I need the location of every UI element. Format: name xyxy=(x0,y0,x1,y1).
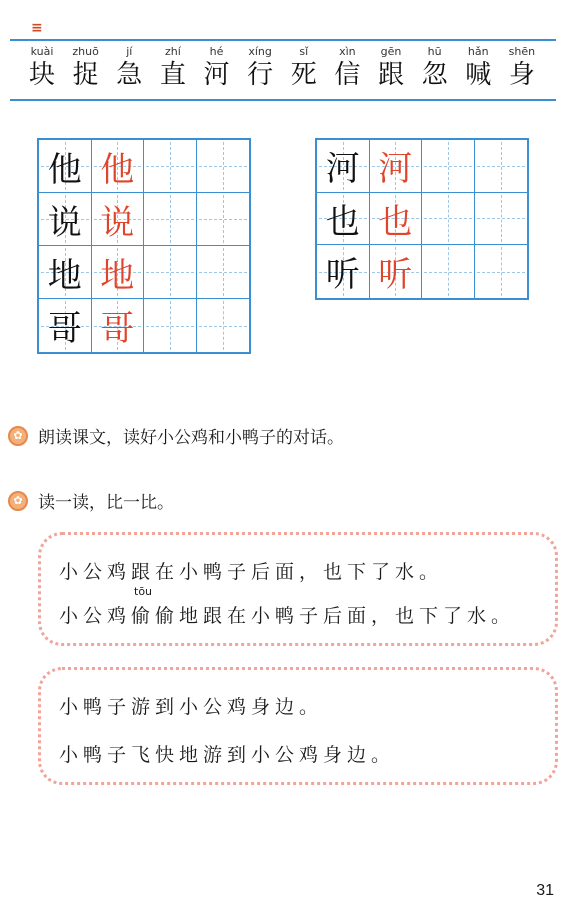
grid-cell-empty[interactable] xyxy=(197,246,250,299)
char-item xyxy=(327,44,367,91)
pinyin: kuài xyxy=(30,45,54,58)
character: 喊 xyxy=(465,60,492,90)
grid-cell-model: 哥 xyxy=(39,299,92,352)
ruby-char xyxy=(131,585,156,628)
char-item xyxy=(240,44,280,91)
grid-cell-empty[interactable] xyxy=(422,193,475,246)
pinyin: hǎn xyxy=(467,45,489,58)
grid-cell-trace: 说 xyxy=(92,193,145,246)
pinyin: xíng xyxy=(248,45,272,58)
char-item xyxy=(284,44,324,91)
page-number: 31 xyxy=(536,882,554,899)
grid-cell-empty[interactable] xyxy=(475,245,528,298)
pinyin: zhí xyxy=(164,45,181,58)
instruction-compare xyxy=(8,488,174,513)
char-item xyxy=(197,44,237,91)
compare-box-1 xyxy=(38,532,558,646)
grid-cell-empty[interactable] xyxy=(197,193,250,246)
sentence-part: 偷地跟在小鸭子后面，也下了水。 xyxy=(155,605,516,627)
grid-cell-model: 他 xyxy=(39,140,92,193)
grid-cell-trace: 哥 xyxy=(92,299,145,352)
character: 块 xyxy=(28,60,55,90)
char-item xyxy=(371,44,411,91)
header-top-rule xyxy=(10,39,556,41)
header-mark: ≡ xyxy=(31,20,43,36)
header-bottom-rule xyxy=(10,99,556,101)
char-item xyxy=(109,44,149,91)
grid-cell-trace: 他 xyxy=(92,140,145,193)
sentence: 小鸭子游到小公鸡身边。 xyxy=(59,696,324,718)
grid-cell-trace: 地 xyxy=(92,246,145,299)
pinyin: gēn xyxy=(380,45,402,58)
character: 捉 xyxy=(72,60,99,90)
char-item xyxy=(458,44,498,91)
grid-cell-empty[interactable] xyxy=(197,140,250,193)
grid-cell-model: 河 xyxy=(317,140,370,193)
character: 信 xyxy=(334,60,361,90)
grid-cell-model: 说 xyxy=(39,193,92,246)
grid-cell-empty[interactable] xyxy=(422,245,475,298)
pinyin: zhuō xyxy=(72,45,99,58)
sentence: 小公鸡跟在小鸭子后面，也下了水。 xyxy=(59,561,444,583)
grid-cell-empty[interactable] xyxy=(144,299,197,352)
ruby-base: 偷 xyxy=(131,605,156,627)
writing-grid-left xyxy=(37,138,251,354)
pinyin: hé xyxy=(209,45,224,58)
grid-cell-model: 地 xyxy=(39,246,92,299)
grid-cell-empty[interactable] xyxy=(144,193,197,246)
writing-grid-right xyxy=(315,138,529,300)
flower-icon: ✿ xyxy=(8,426,28,446)
grid-cell-empty[interactable] xyxy=(144,246,197,299)
char-item xyxy=(153,44,193,91)
grid-cell-trace: 听 xyxy=(370,245,423,298)
compare-box-2 xyxy=(38,667,558,785)
sentence-with-pinyin xyxy=(59,585,516,628)
grid-cell-empty[interactable] xyxy=(475,193,528,246)
character: 跟 xyxy=(377,60,404,90)
grid-cell-empty[interactable] xyxy=(475,140,528,193)
grid-cell-model: 也 xyxy=(317,193,370,246)
grid-cell-empty[interactable] xyxy=(197,299,250,352)
flower-icon: ✿ xyxy=(8,491,28,511)
character: 河 xyxy=(203,60,230,90)
grid-cell-empty[interactable] xyxy=(144,140,197,193)
sentence-part: 小公鸡 xyxy=(59,605,132,627)
char-item xyxy=(22,44,62,91)
char-item xyxy=(66,44,106,91)
char-item xyxy=(502,44,542,91)
character: 忽 xyxy=(421,60,448,90)
grid-cell-empty[interactable] xyxy=(422,140,475,193)
instruction-text: 读一读，比一比。 xyxy=(38,493,174,513)
char-item xyxy=(415,44,455,91)
character: 直 xyxy=(159,60,186,90)
ruby-pinyin: tōu xyxy=(134,585,153,598)
character: 行 xyxy=(247,60,274,90)
pinyin: jí xyxy=(126,45,133,58)
instruction-text: 朗读课文，读好小公鸡和小鸭子的对话。 xyxy=(38,428,344,448)
character: 死 xyxy=(290,60,317,90)
new-characters-row xyxy=(22,44,542,91)
pinyin: shēn xyxy=(508,45,536,58)
pinyin: xìn xyxy=(339,45,356,58)
grid-cell-trace: 河 xyxy=(370,140,423,193)
grid-cell-trace: 也 xyxy=(370,193,423,246)
pinyin: sǐ xyxy=(299,45,309,58)
grid-cell-model: 听 xyxy=(317,245,370,298)
sentence: 小鸭子飞快地游到小公鸡身边。 xyxy=(59,744,396,766)
character: 身 xyxy=(508,60,535,90)
character: 急 xyxy=(116,60,143,90)
pinyin: hū xyxy=(427,45,442,58)
instruction-read-aloud xyxy=(8,423,344,448)
